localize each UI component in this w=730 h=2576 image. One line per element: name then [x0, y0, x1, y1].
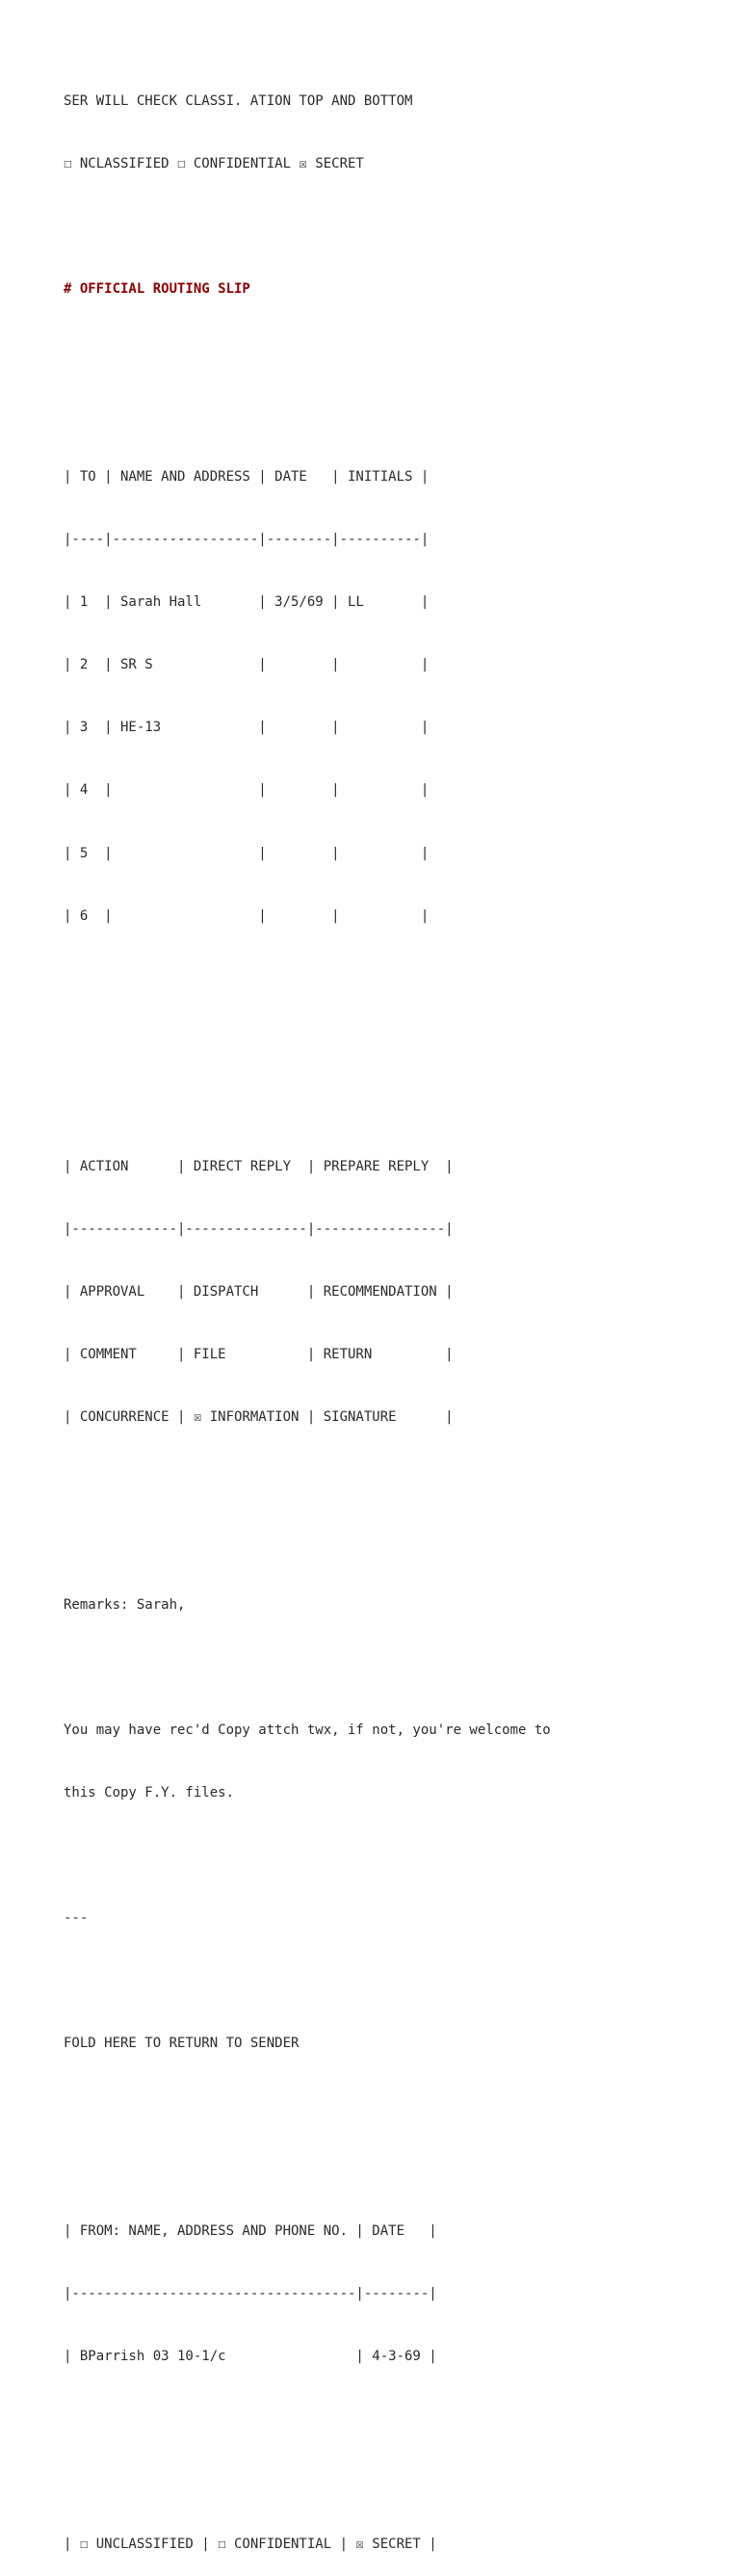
routing-table-header: | TO | NAME AND ADDRESS | DATE | INITIALS |	[64, 469, 430, 486]
sender-instruction: SER WILL CHECK CLASSI. ATION TOP AND BOTTOM	[64, 93, 413, 110]
table-row: | COMMENT | FILE | RETURN |	[64, 1346, 454, 1362]
remarks-label: Remarks: Sarah,	[64, 1596, 186, 1613]
table-row: | APPROVAL | DISPATCH | RECOMMENDATION |	[64, 1283, 454, 1300]
table-row: | 5 | | | |	[64, 845, 430, 861]
spacer	[64, 2096, 718, 2117]
spacer	[64, 217, 718, 238]
routing-slip-document	[64, 50, 718, 2576]
spacer	[64, 1846, 718, 1867]
page-title: # OFFICIAL ROUTING SLIP	[64, 281, 250, 298]
table-row: | 6 | | | |	[64, 907, 430, 924]
from-table	[64, 2179, 718, 2408]
remarks-text: You may have rec'd Copy attch twx, if not, you're welcome to	[64, 1722, 551, 1738]
routing-table	[64, 426, 718, 968]
spacer	[64, 1658, 718, 1679]
routing-table-divider: |----|------------------|--------|----------|	[64, 532, 430, 548]
table-row: | 3 | HE-13 | | |	[64, 720, 430, 736]
table-row: | 2 | SR S | | |	[64, 657, 430, 673]
from-table-header: | FROM: NAME, ADDRESS AND PHONE NO. | DATE |	[64, 2222, 437, 2239]
classification-checkboxes-bottom: | ☐ UNCLASSIFIED | ☐ CONFIDENTIAL | ☒ SECRET |	[64, 2536, 437, 2552]
classification-checkboxes-top: ☐ NCLASSIFIED ☐ CONFIDENTIAL ☒ SECRET	[64, 156, 364, 172]
table-row: | BParrish 03 10-1/c | 4-3-69 |	[64, 2348, 437, 2364]
table-row: | CONCURRENCE | ☒ INFORMATION | SIGNATURE |	[64, 1408, 454, 1425]
fold-instruction: FOLD HERE TO RETURN TO SENDER	[64, 2035, 300, 2051]
spacer	[64, 1533, 718, 1554]
remarks-text: this Copy F.Y. files.	[64, 1784, 235, 1801]
from-table-divider: |-----------------------------------|--------|	[64, 2285, 437, 2301]
table-row: | 1 | Sarah Hall | 3/5/69 | LL |	[64, 594, 430, 611]
spacer	[64, 1032, 718, 1053]
separator: ---	[64, 1909, 89, 1926]
action-table-divider: |-------------|---------------|----------------|	[64, 1221, 454, 1237]
action-table	[64, 1115, 718, 1469]
spacer	[64, 342, 718, 363]
spacer	[64, 2472, 718, 2493]
spacer	[64, 1971, 718, 1992]
table-row: | 4 | | | |	[64, 782, 430, 799]
action-table-header: | ACTION | DIRECT REPLY | PREPARE REPLY |	[64, 1158, 454, 1174]
